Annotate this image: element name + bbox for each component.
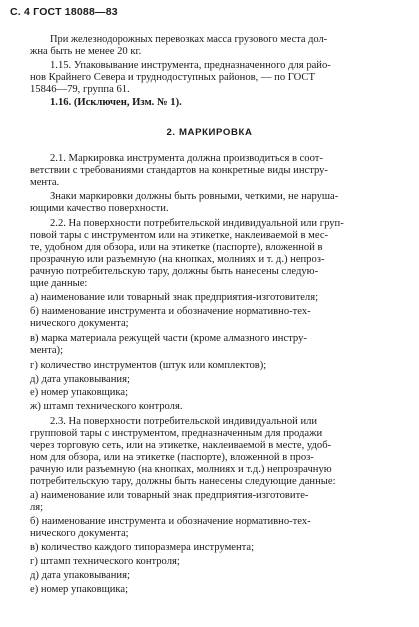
- list-item: б) наименование инструмента и обозначение нормативно-тех-: [30, 516, 311, 527]
- text-line: рачную или разъемную (на кнопках, молниях и т.д.) непрозрачную: [30, 464, 332, 475]
- list-item: нического документа;: [30, 528, 129, 539]
- list-item: а) наименование или товарный знак предприятия-изготовителя;: [30, 292, 319, 303]
- list-item: нического документа;: [30, 318, 129, 329]
- text-line: потребительскую тару, должны быть нанесены следующие данные:: [30, 476, 336, 487]
- text-line: 1.16. (Исключен, Изм. № 1).: [50, 97, 182, 108]
- text-line: ющими качество поверхности.: [30, 203, 169, 214]
- list-item: г) штамп технического контроля;: [30, 556, 180, 567]
- page-header: С. 4 ГОСТ 18088—83: [10, 6, 118, 18]
- list-item: е) номер упаковщика;: [30, 387, 129, 398]
- list-item: б) наименование инструмента и обозначение нормативно-тех-: [30, 306, 311, 317]
- text-line: 2.2. На поверхности потребительской индивидуальной или груп-: [50, 218, 344, 229]
- text-line: нов Крайнего Севера и труднодоступных районов, — по ГОСТ: [30, 72, 315, 83]
- text-line: 1.15. Упаковывание инструмента, предназначенного для райо-: [50, 60, 331, 71]
- text-line: повой тары с инструментом или на этикетке, наклеиваемой в мес-: [30, 230, 329, 241]
- text-line: При железнодорожных перевозках масса грузового места дол-: [50, 34, 328, 45]
- text-line: щие данные:: [30, 278, 88, 289]
- list-item: ля;: [30, 502, 44, 513]
- text-line: ном для обзора, или на этикетке (паспорте), вложенной в проз-: [30, 452, 314, 463]
- text-line: через торговую сеть, или на этикетке, наклеиваемой в месте, удоб-: [30, 440, 332, 451]
- list-item: в) марка материала режущей части (кроме алмазного инстру-: [30, 333, 307, 344]
- list-item: мента);: [30, 345, 64, 356]
- text-line: 15846—79, группа 61.: [30, 84, 130, 95]
- list-item: в) количество каждого типоразмера инструмента;: [30, 542, 255, 553]
- text-line: прозрачную или разъемную (на кнопках, молниях и т. д.) непроз-: [30, 254, 325, 265]
- list-item: а) наименование или товарный знак предприятия-изготовите-: [30, 490, 309, 501]
- text-line: 2.1. Маркировка инструмента должна производиться в соот-: [50, 153, 323, 164]
- text-line: те, удобном для обзора, или на этикетке (паспорте), вложенной в: [30, 242, 323, 253]
- text-line: мента.: [30, 177, 60, 188]
- list-item: е) номер упаковщика;: [30, 584, 129, 595]
- list-item: ж) штамп технического контроля.: [30, 401, 183, 412]
- section-heading: 2. МАРКИРОВКА: [166, 127, 253, 138]
- list-item: д) дата упаковывания;: [30, 374, 130, 385]
- text-line: групповой тары с инструментом, предназначенным для продажи: [30, 428, 323, 439]
- text-line: 2.3. На поверхности потребительской индивидуальной или: [50, 416, 318, 427]
- list-item: г) количество инструментов (штук или комплектов);: [30, 360, 267, 371]
- text-line: рачную потребительскую тару, должны быть нанесены следую-: [30, 266, 319, 277]
- text-line: жна быть не менее 20 кг.: [30, 46, 142, 57]
- list-item: д) дата упаковывания;: [30, 570, 130, 581]
- text-line: ветствии с требованиями стандартов на конкретные виды инстру-: [30, 165, 328, 176]
- text-line: Знаки маркировки должны быть ровными, четкими, не наруша-: [50, 191, 339, 202]
